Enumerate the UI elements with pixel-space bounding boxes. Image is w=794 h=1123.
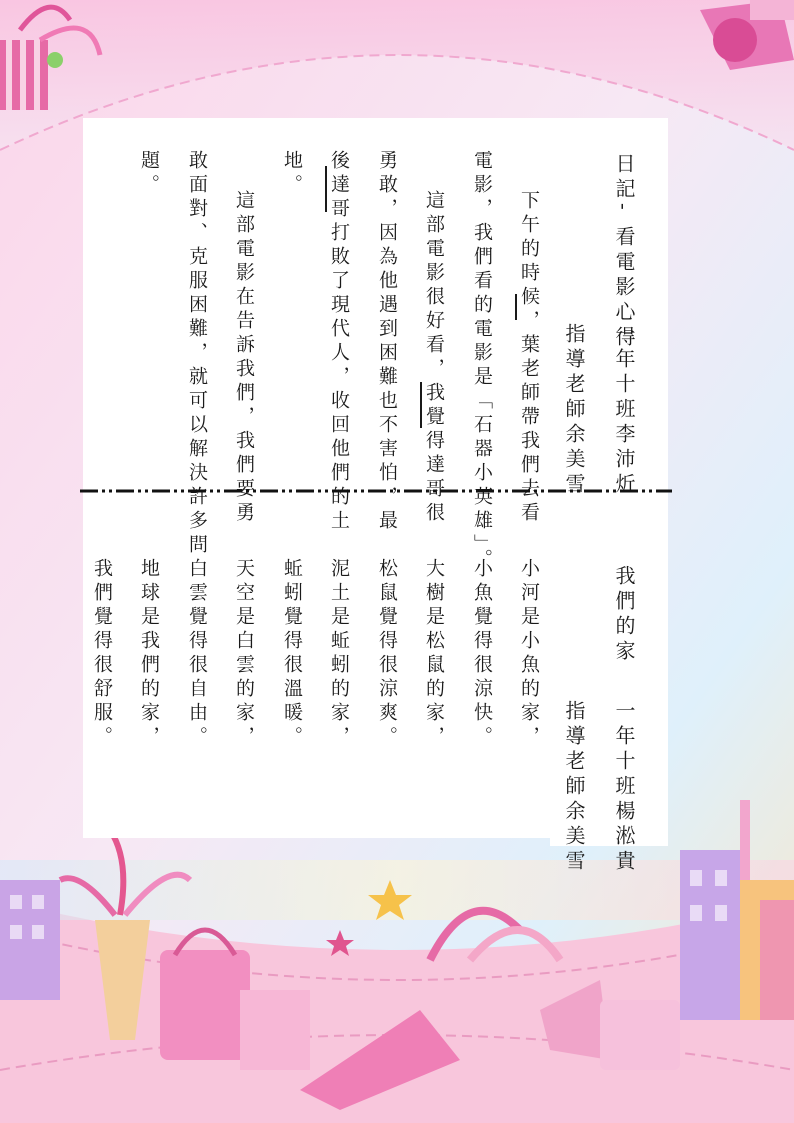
poem-line: 大樹是松鼠的家， [423,558,445,750]
diary-line: 這部電影在告訴我們，我們要勇 [233,190,255,526]
diary-line: 勇敢，因為他遇到困難也不害怕，最 [376,150,398,534]
diary-line: 這部電影很好看，我覺得達哥很 [423,190,445,526]
poem-author: 一年十班楊淞貴 [612,700,636,875]
proper-name-mark [515,294,517,320]
diary-author: 一年十班李沛炘 [612,323,636,498]
diary-title: 日記- 看電影心得 [612,153,636,352]
poem-line: 天空是白雲的家， [233,558,255,750]
poem-line: 泥土是蚯蚓的家， [328,558,350,750]
poem-line: 小魚覺得很涼快。 [471,558,493,750]
section-divider [80,489,672,493]
diary-line: 地。 [281,150,303,198]
poem-line: 我們覺得很舒服。 [91,558,113,750]
diary-teacher: 指導老師余美雪 [562,323,586,498]
diary-line: 電影，我們看的電影是「石器小英雄」。 [471,150,493,573]
proper-name-mark [420,382,422,428]
diary-line: 敢面對、克服困難，就可以解決許多問 [186,150,208,558]
poem-title: 我們的家 [612,565,636,665]
diary-line: 下午的時候，葉老師帶我們去看 [518,190,540,526]
poem-line: 松鼠覺得很涼爽。 [376,558,398,750]
poem-line: 小河是小魚的家， [518,558,540,750]
proper-name-mark [325,166,327,212]
diary-line: 題。 [138,150,160,198]
poem-line: 蚯蚓覺得很溫暖。 [281,558,303,750]
poem-line: 白雲覺得很自由。 [186,558,208,750]
poem-teacher: 指導老師余美雪 [562,700,586,875]
poem-line: 地球是我們的家， [138,558,160,750]
diary-line: 後達哥打敗了現代人，收回他們的土 [328,150,350,534]
